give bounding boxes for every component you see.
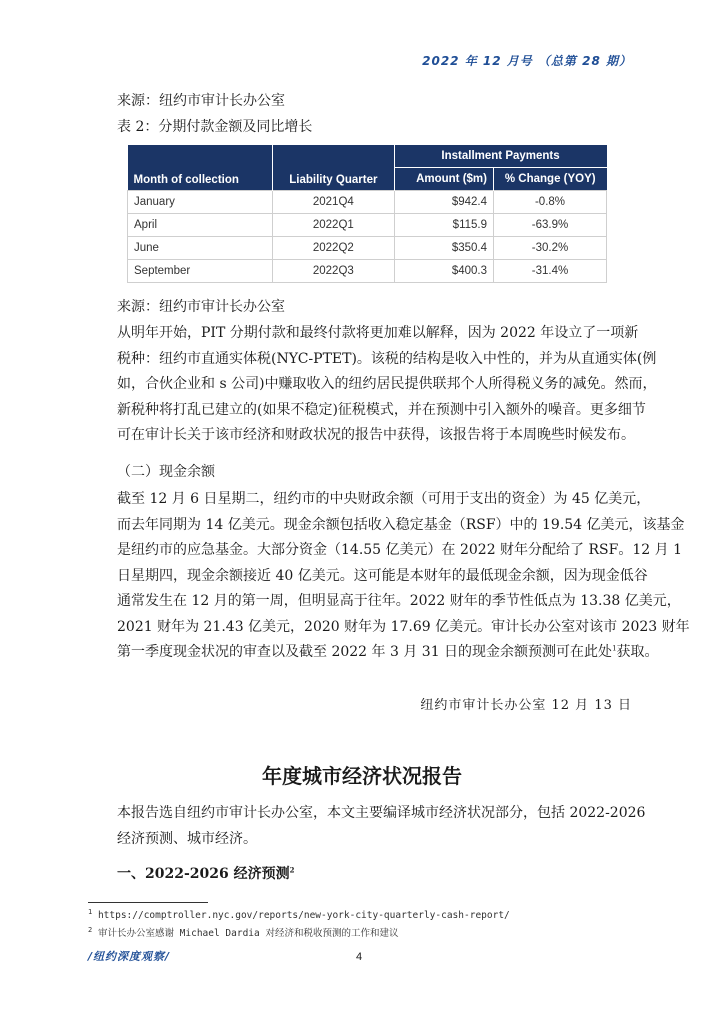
- cell-quarter: 2022Q3: [273, 260, 395, 283]
- table-row: [128, 214, 607, 237]
- paragraph-line: 经济预测、城市经济。: [117, 830, 257, 847]
- table-row: [128, 260, 607, 283]
- col-header-quarter: Liability Quarter: [273, 145, 395, 191]
- paragraph-line: 截至 12 月 6 日星期二，纽约市的中央财政余额（可用于支出的资金）为 45 亿美元，: [117, 491, 651, 507]
- footnote-ref-2[interactable]: 2: [289, 865, 295, 875]
- table-row: [128, 237, 607, 260]
- page-number: 4: [356, 951, 363, 963]
- paragraph-pit-installments: [117, 321, 657, 449]
- footnote-url[interactable]: https://comptroller.nyc.gov/reports/new-york-city-quarterly-cash-report/: [97, 910, 510, 921]
- table-caption: 表 2：分期付款金额及同比增长: [117, 119, 313, 135]
- paragraph-line: 税种：纽约市直通实体税(NYC-PTET)。该税的结构是收入中性的，并为从直通实体(例: [117, 350, 657, 367]
- paragraph-report-intro: [117, 801, 646, 852]
- source-note-bottom: 来源：纽约市审计长办公室: [117, 299, 285, 315]
- cell-quarter: 2022Q2: [273, 237, 395, 260]
- cell-quarter: 2021Q4: [273, 191, 395, 214]
- paragraph-line: 新税种将打乱已建立的(如果不稳定)征税模式，并在预测中引入额外的噪音。更多细节: [117, 401, 646, 418]
- footnote-text: 审计长办公室感谢 Michael Dardia 对经济和税收预测的工作和建议: [97, 928, 399, 939]
- report-title: 年度城市经济状况报告: [262, 764, 462, 788]
- cell-month: April: [128, 214, 273, 237]
- footnote-mark: 2: [88, 925, 93, 934]
- footnote-divider: [88, 902, 208, 903]
- paragraph-line: 是纽约市的应急基金。大部分资金（14.55 亿美元）在 2022 财年分配给了 RSF。12 月 1: [117, 542, 682, 558]
- issue-header: 2022 年 12 月号 （总第 28 期）: [422, 54, 632, 68]
- cell-month: January: [128, 191, 273, 214]
- footnote-1: [88, 907, 510, 921]
- footnote-mark: 1: [88, 907, 93, 916]
- cell-change: -30.2%: [494, 237, 607, 260]
- paragraph-line: 2021 财年为 21.43 亿美元，2020 财年为 17.69 亿美元。审计长办公室对该市 2023 财年: [117, 618, 690, 635]
- cell-change: -31.4%: [494, 260, 607, 283]
- paragraph-line-text: 第一季度现金状况的审查以及截至 2022 年 3 月 31 日的现金余额预测可在此处: [117, 644, 613, 660]
- table-row: [128, 191, 607, 214]
- footer-publication: /纽约深度观察/: [88, 950, 171, 963]
- cell-month: June: [128, 237, 273, 260]
- paragraph-line: 如，合伙企业和 s 公司)中赚取收入的纽约居民提供联邦个人所得税义务的减免。然而，: [117, 376, 657, 392]
- cell-change: -0.8%: [494, 191, 607, 214]
- paragraph-line: 而去年同期为 14 亿美元。现金余额包括收入稳定基金（RSF）中的 19.54 亿美元，该基金: [117, 516, 685, 533]
- paragraph-line: 通常发生在 12 月的第一周，但明显高于往年。2022 财年的季节性低点为 13.38 亿美元，: [117, 593, 681, 609]
- cell-amount: $942.4: [394, 191, 493, 214]
- paragraph-line: 日星期四，现金余额接近 40 亿美元。这可能是本财年的最低现金余额，因为现金低谷: [117, 567, 648, 584]
- cell-change: -63.9%: [494, 214, 607, 237]
- paragraph-line: 从明年开始，PIT 分期付款和最终付款将更加难以解释，因为 2022 年设立了一项新: [117, 325, 639, 341]
- cell-quarter: 2022Q1: [273, 214, 395, 237]
- col-header-amount: Amount ($m): [394, 168, 493, 191]
- col-header-month: Month of collection: [128, 145, 273, 191]
- footnote-ref-1[interactable]: 1: [612, 644, 617, 653]
- cell-amount: $400.3: [394, 260, 493, 283]
- cell-amount: $350.4: [394, 237, 493, 260]
- paragraph-cash-balance: [117, 487, 690, 666]
- group-header-installments: Installment Payments: [394, 145, 606, 168]
- installment-table: [127, 145, 607, 283]
- paragraph-line: 本报告选自纽约市审计长办公室，本文主要编译城市经济状况部分，包括 2022-2026: [117, 805, 646, 821]
- footnote-2: [88, 925, 398, 939]
- cell-month: September: [128, 260, 273, 283]
- section-heading-text: 一、2022-2026 经济预测: [117, 866, 290, 882]
- cell-amount: $115.9: [394, 214, 493, 237]
- signature-line: 纽约市审计长办公室 12 月 13 日: [420, 698, 632, 713]
- paragraph-line: 可在审计长关于该市经济和财政状况的报告中获得，该报告将于本周晚些时候发布。: [117, 427, 635, 443]
- source-note-top: 来源：纽约市审计长办公室: [117, 93, 285, 109]
- paragraph-line-text: 获取。: [616, 644, 659, 660]
- paragraph-line: [117, 640, 659, 666]
- col-header-change: % Change (YOY): [494, 168, 607, 191]
- subheading-cash-balance: （二）现金余额: [117, 464, 215, 480]
- section-heading-forecast: [117, 863, 295, 883]
